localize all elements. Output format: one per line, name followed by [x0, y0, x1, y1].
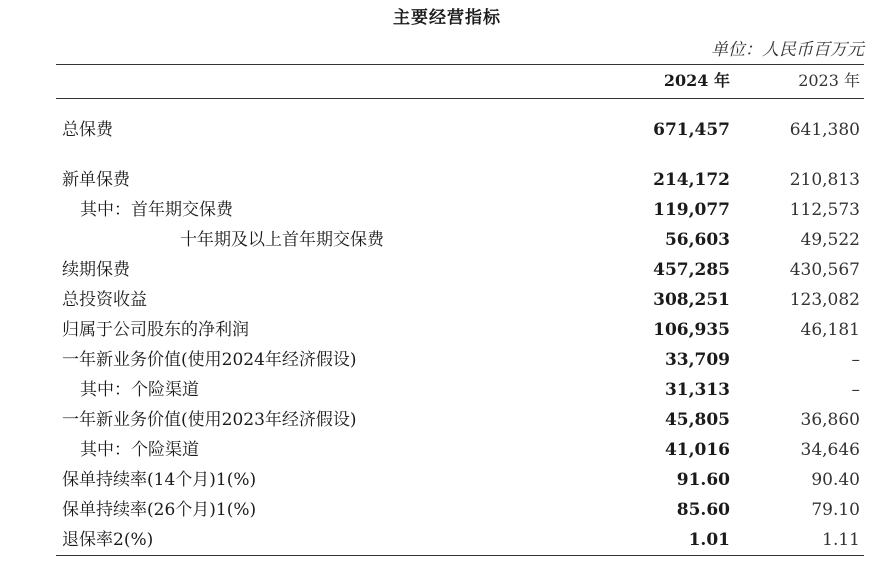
row-label: 续期保费 — [62, 260, 130, 280]
value-2023: 430,567 — [789, 260, 860, 280]
value-2024: 45,805 — [664, 410, 730, 430]
table-row — [0, 495, 894, 525]
table-row — [0, 315, 894, 345]
value-2023: 46,181 — [800, 320, 860, 340]
unit-note: 单位：人民币百万元 — [711, 40, 864, 60]
row-label: 总保费 — [62, 120, 113, 140]
row-label: 退保率2(%) — [62, 530, 154, 550]
value-2024: 1.01 — [688, 530, 730, 550]
header-rule — [56, 98, 864, 99]
value-2023: 90.40 — [811, 470, 860, 490]
table-row — [0, 115, 894, 145]
value-2023: – — [851, 380, 860, 400]
value-2023: 79.10 — [811, 500, 860, 520]
value-2024: 31,313 — [664, 380, 730, 400]
value-2023: 34,646 — [800, 440, 860, 460]
value-2023: 123,082 — [789, 290, 860, 310]
table-row — [0, 165, 894, 195]
value-2024: 308,251 — [653, 290, 730, 310]
table-row — [0, 225, 894, 255]
row-label: 总投资收益 — [62, 290, 147, 310]
value-2024: 91.60 — [676, 470, 730, 490]
value-2023: 112,573 — [789, 200, 860, 220]
table-row — [0, 525, 894, 555]
top-rule — [56, 64, 864, 65]
table-title: 主要经营指标 — [393, 8, 501, 28]
value-2024: 457,285 — [653, 260, 730, 280]
row-label: 新单保费 — [62, 170, 130, 190]
column-header-2023: 2023 年 — [798, 71, 860, 90]
row-label: 保单持续率(26个月)1(%) — [62, 500, 257, 520]
table-row — [0, 255, 894, 285]
table-body — [0, 115, 894, 555]
column-header-2024: 2024 年 — [663, 71, 730, 90]
table-row — [0, 465, 894, 495]
value-2023: 49,522 — [800, 230, 860, 250]
value-2024: 119,077 — [653, 200, 730, 220]
table-row — [0, 375, 894, 405]
table-row — [0, 435, 894, 465]
table-row — [0, 405, 894, 435]
row-label: 归属于公司股东的净利润 — [62, 320, 249, 340]
value-2023: 210,813 — [789, 170, 860, 190]
value-2024: 214,172 — [653, 170, 730, 190]
table-row — [0, 195, 894, 225]
value-2023: 641,380 — [789, 120, 860, 140]
value-2024: 106,935 — [653, 320, 730, 340]
bottom-rule — [56, 555, 864, 556]
value-2024: 85.60 — [676, 500, 730, 520]
table-row — [0, 345, 894, 375]
value-2023: – — [851, 350, 860, 370]
value-2024: 33,709 — [664, 350, 730, 370]
row-label: 一年新业务价值(使用2024年经济假设) — [62, 350, 357, 370]
value-2024: 671,457 — [653, 120, 730, 140]
value-2024: 41,016 — [664, 440, 730, 460]
row-label: 十年期及以上首年期交保费 — [180, 230, 384, 250]
row-label: 一年新业务价值(使用2023年经济假设) — [62, 410, 357, 430]
value-2023: 1.11 — [822, 530, 860, 550]
value-2023: 36,860 — [800, 410, 860, 430]
row-label: 其中：个险渠道 — [80, 440, 199, 460]
row-label: 保单持续率(14个月)1(%) — [62, 470, 257, 490]
table-row — [0, 285, 894, 315]
row-label: 其中：首年期交保费 — [80, 200, 233, 220]
row-label: 其中：个险渠道 — [80, 380, 199, 400]
value-2024: 56,603 — [664, 230, 730, 250]
